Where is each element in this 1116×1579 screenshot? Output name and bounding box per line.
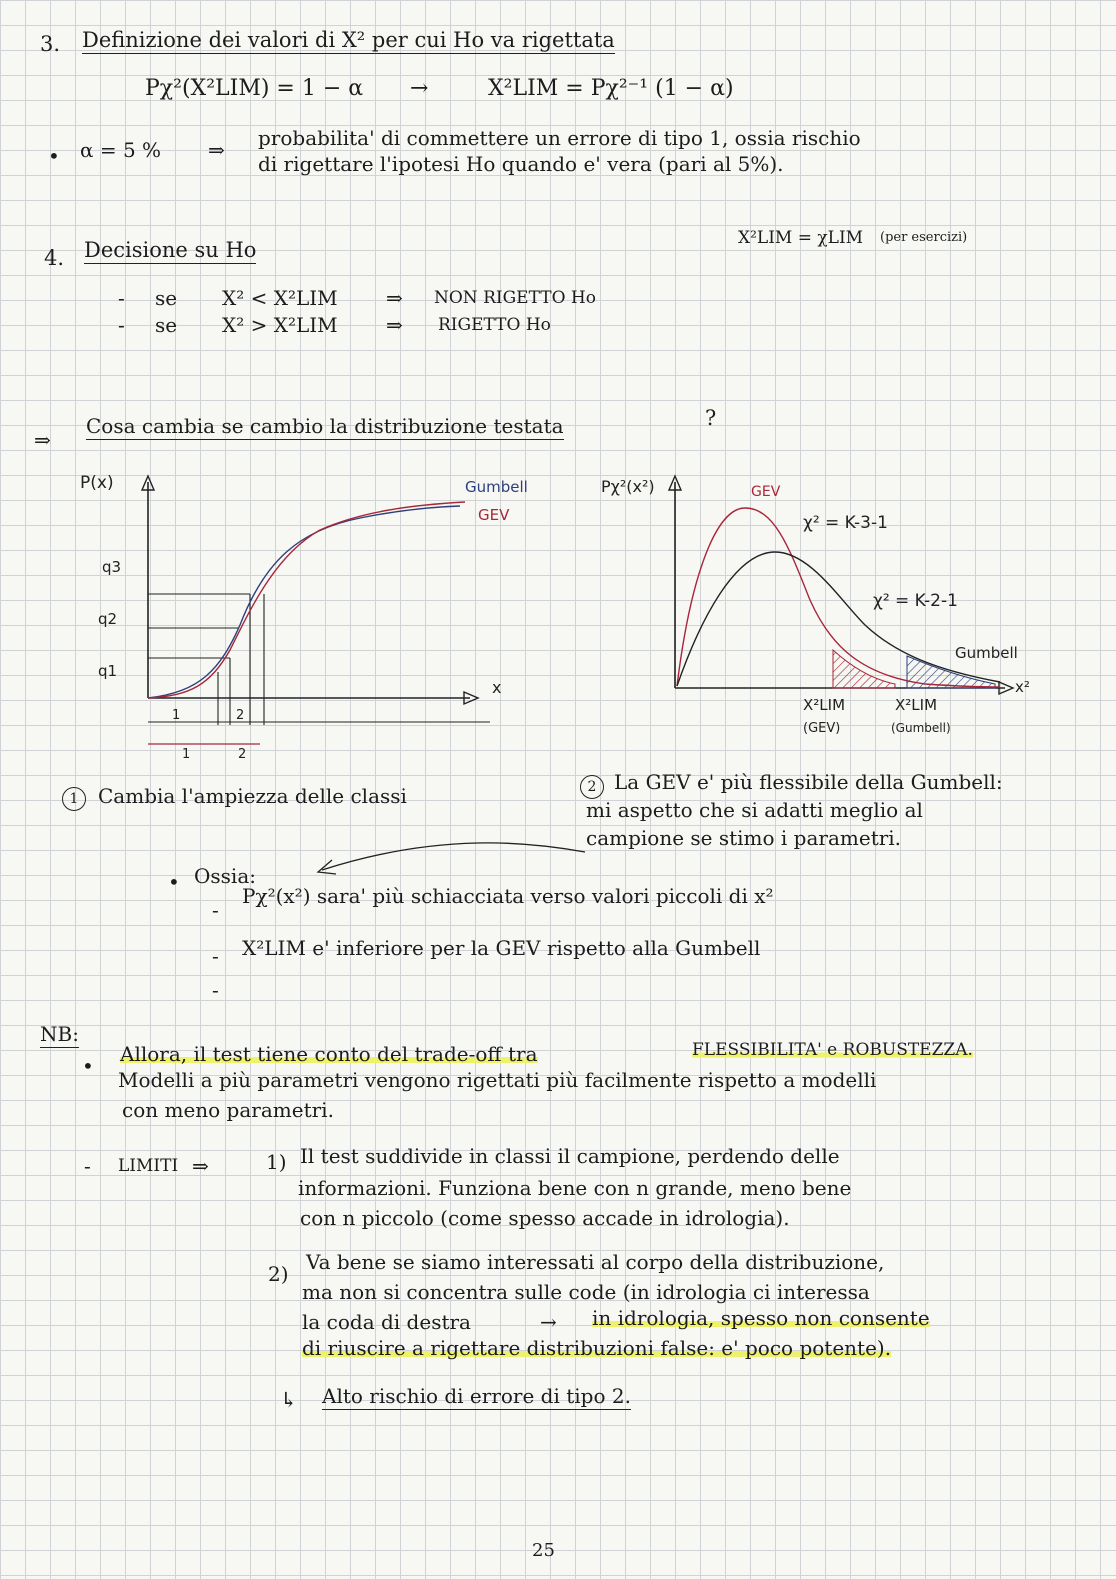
bullet-icon: • — [48, 144, 60, 168]
point-1-text: Cambia l'ampiezza delle classi — [98, 784, 407, 808]
ossia-item-2: X²LIM e' inferiore per la GEV rispetto alla Gumbell — [242, 936, 761, 960]
arrow-right-icon: → — [540, 1310, 557, 1334]
ossia-title: Ossia: — [194, 864, 256, 888]
question-text: Cosa cambia se cambio la distribuzione testata — [86, 414, 564, 438]
implies-icon: ⇒ — [192, 1154, 209, 1178]
row-condition: X² < X²LIM — [222, 286, 338, 310]
point-2-line-2: mi aspetto che si adatti meglio al — [586, 798, 923, 822]
conclusion-text: Alto rischio di errore di tipo 2. — [322, 1384, 631, 1408]
formula-left: Pχ²(X²LIM) = 1 − α — [145, 76, 364, 101]
alpha-value: α = 5 % — [80, 138, 162, 162]
xlim-gev-sub: (GEV) — [803, 721, 841, 736]
side-note-paren: (per esercizi) — [880, 230, 968, 245]
formula-right: X²LIM = Pχ²⁻¹ (1 − α) — [488, 76, 734, 101]
xlim-gumbell-sub: (Gumbell) — [891, 721, 951, 735]
section-3-number: 3. — [40, 32, 61, 56]
x-axis-label: x² — [1015, 678, 1030, 696]
row-dash: - — [118, 313, 125, 337]
ossia-dash: - — [212, 898, 219, 922]
lim-p2-line-1: Va bene se siamo interessati al corpo della distribuzione, — [306, 1250, 885, 1274]
curve-label-1: χ² = K-3-1 — [803, 513, 888, 533]
nb-line-1a: Allora, il test tiene conto del trade-off tra — [120, 1042, 538, 1066]
xlim-gev-label: X²LIM — [803, 696, 846, 714]
class-top-2: 2 — [236, 708, 245, 723]
chi-square-graph — [595, 460, 1075, 750]
class-top-1: 1 — [172, 708, 181, 723]
q1-label: q1 — [98, 662, 118, 680]
section-3-title: Definizione dei valori di X² per cui Ho va rigettata — [82, 28, 615, 52]
ossia-dash: - — [212, 978, 219, 1002]
lim-dash: - — [84, 1154, 91, 1178]
y-axis-label: P(x) — [80, 473, 114, 493]
lim-label: LIMITI — [118, 1156, 179, 1176]
lim-p2-number: 2) — [268, 1262, 289, 1286]
implies-icon: ⇒ — [386, 286, 403, 310]
cdf-graph — [60, 460, 530, 770]
lim-p1-line-2: informazioni. Funziona bene con n grande, meno bene — [298, 1176, 852, 1200]
point-2-line-3: campione se stimo i parametri. — [586, 826, 902, 850]
page-number: 25 — [532, 1540, 555, 1561]
row-result: NON RIGETTO Ho — [434, 288, 596, 308]
xlim-gumbell-label: X²LIM — [895, 696, 938, 714]
bullet-icon: • — [168, 870, 180, 894]
nb-line-3: con meno parametri. — [122, 1098, 334, 1122]
class-bottom-2: 2 — [238, 747, 247, 762]
q3-label: q3 — [102, 558, 122, 576]
gumbell-label: Gumbell — [465, 478, 528, 496]
section-4-title: Decisione su Ho — [84, 238, 257, 262]
conclusion-arrow-icon: ↳ — [280, 1388, 298, 1412]
nb-label: NB: — [40, 1022, 79, 1046]
row-se: se — [155, 286, 178, 310]
arrow-right-icon: ⇒ — [34, 428, 51, 452]
alpha-description-1: probabilita' di commettere un errore di tipo 1, ossia rischio — [258, 126, 861, 150]
implies-icon: ⇒ — [208, 138, 225, 162]
row-result: RIGETTO Ho — [438, 315, 551, 335]
class-bottom-1: 1 — [182, 747, 191, 762]
lim-p2-line-3b: in idrologia, spesso non consente — [592, 1306, 930, 1330]
curve-label-2: χ² = K-2-1 — [873, 591, 958, 611]
lim-p1-line-1: Il test suddivide in classi il campione, perdendo delle — [300, 1144, 840, 1168]
row-dash: - — [118, 286, 125, 310]
gumbell-label: Gumbell — [955, 644, 1018, 662]
bullet-icon: • — [82, 1054, 94, 1078]
lim-p2-line-4: di riuscire a rigettare distribuzioni false: e' poco potente). — [302, 1336, 892, 1360]
nb-line-2: Modelli a più parametri vengono rigettati più facilmente rispetto a modelli — [118, 1068, 877, 1092]
implies-icon: ⇒ — [386, 313, 403, 337]
point-1-circle-icon: 1 — [62, 787, 86, 811]
row-condition: X² > X²LIM — [222, 313, 338, 337]
side-note: X²LIM = χLIM — [738, 228, 864, 248]
lim-p1-number: 1) — [266, 1150, 287, 1174]
y-axis-label: Pχ²(x²) — [601, 477, 655, 496]
question-mark: ? — [705, 406, 717, 430]
alpha-description-2: di rigettare l'ipotesi Ho quando e' vera (pari al 5%). — [258, 152, 784, 176]
ossia-dash: - — [212, 944, 219, 968]
gev-label: GEV — [478, 506, 510, 524]
nb-line-1b: FLESSIBILITA' e ROBUSTEZZA. — [692, 1040, 973, 1060]
point-2-circle-icon: 2 — [580, 775, 604, 799]
ossia-item-1: Pχ²(x²) sara' più schiacciata verso valori piccoli di x² — [242, 884, 774, 908]
arrow-right-icon: → — [410, 76, 429, 101]
row-se: se — [155, 313, 178, 337]
lim-p1-line-3: con n piccolo (come spesso accade in idrologia). — [300, 1206, 790, 1230]
gev-label: GEV — [751, 484, 781, 500]
lim-p2-line-3a: la coda di destra — [302, 1310, 471, 1334]
lim-p2-line-2: ma non si concentra sulle code (in idrologia ci interessa — [302, 1280, 870, 1304]
gev-tail-area — [833, 650, 895, 688]
section-4-number: 4. — [44, 246, 65, 270]
point-2-line-1: La GEV e' più flessibile della Gumbell: — [614, 770, 1003, 794]
gumbell-curve — [148, 506, 460, 698]
connector-arrow-icon — [300, 832, 590, 882]
q2-label: q2 — [98, 610, 118, 628]
gev-curve — [148, 502, 465, 698]
x-axis-label: x — [492, 678, 502, 697]
